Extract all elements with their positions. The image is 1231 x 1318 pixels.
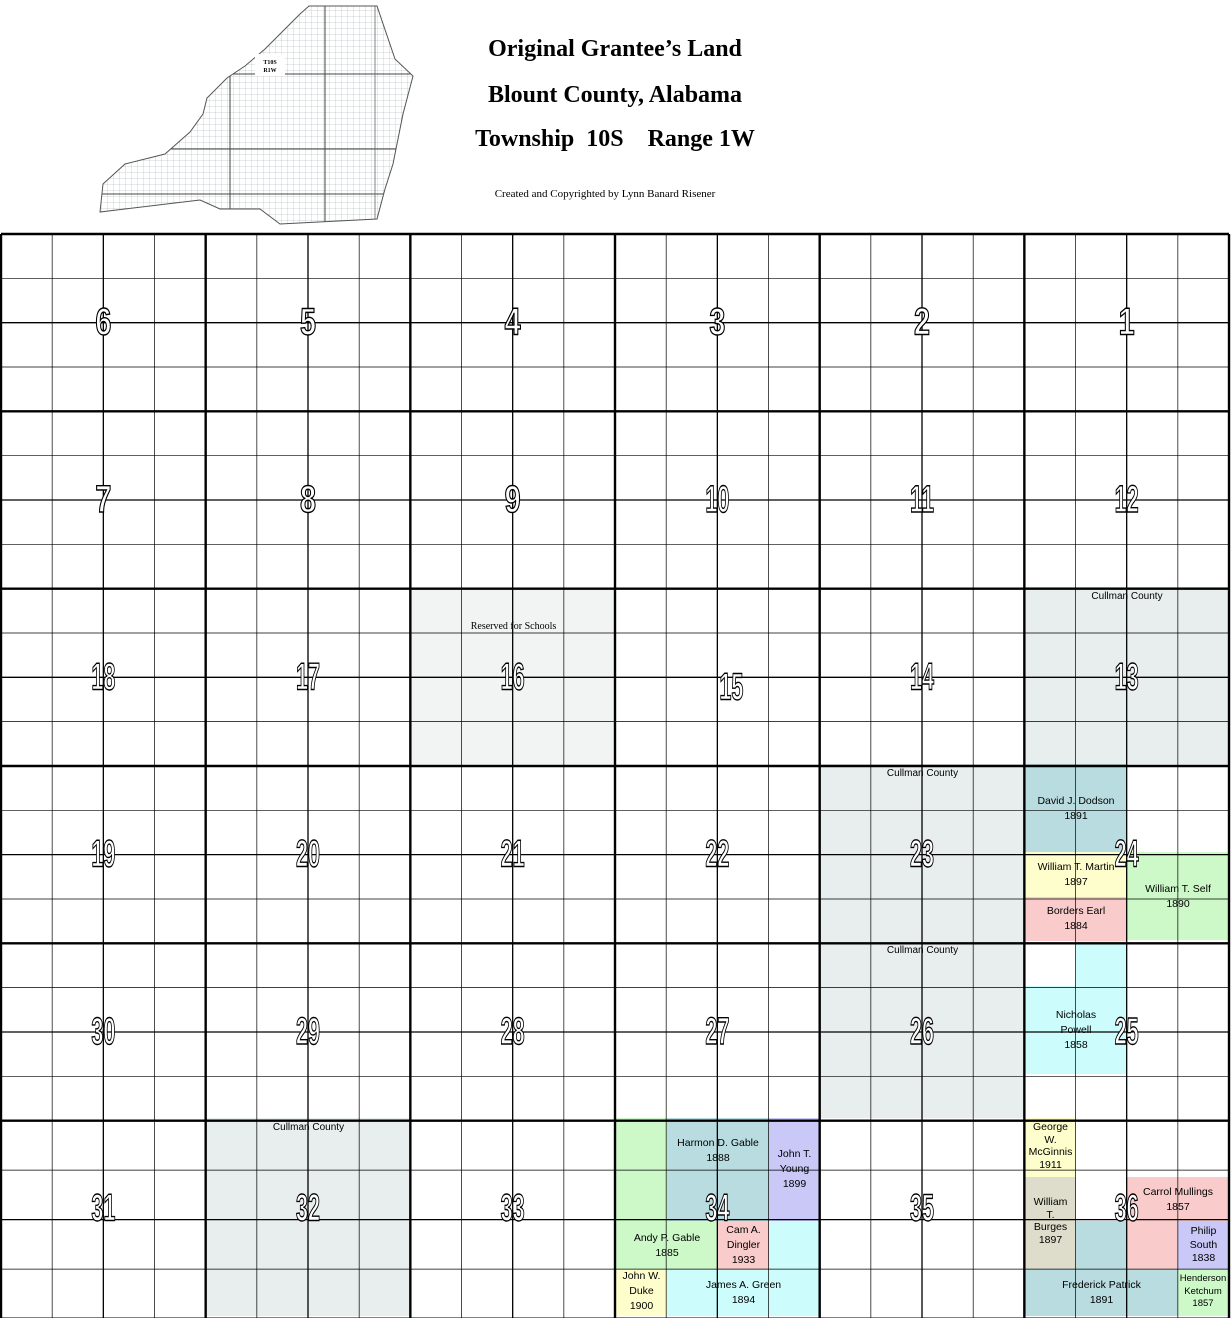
section-number-20: 20	[296, 833, 321, 876]
section-number-18: 18	[91, 656, 116, 699]
section-number-33: 33	[500, 1187, 525, 1230]
section-number-10: 10	[705, 478, 730, 521]
grantee-mcginnis: George W. McGinnis 1911	[1028, 1121, 1073, 1171]
locator-range-label: R1W	[263, 68, 277, 74]
section-number-15: 15	[719, 666, 744, 709]
section-26-note: Cullman County	[886, 945, 959, 956]
grantee-south: Philip South 1838	[1189, 1225, 1218, 1264]
locator-map	[95, 4, 420, 229]
section-number-13: 13	[1114, 656, 1139, 699]
grantee-mullings: Carrol Mullings 1857	[1142, 1186, 1214, 1213]
section-number-28: 28	[500, 1010, 525, 1053]
grantee-burges: William T. Burges 1897	[1033, 1196, 1068, 1246]
section-number-9: 9	[504, 478, 521, 521]
section-number-27: 27	[705, 1010, 730, 1053]
grantee-green: James A. Green 1894	[705, 1279, 782, 1306]
section-number-35: 35	[910, 1187, 935, 1230]
section-32-note: Cullman County	[272, 1122, 345, 1133]
section-number-26: 26	[910, 1010, 935, 1053]
grantee-dodson: David J. Dodson 1891	[1037, 795, 1115, 822]
grantee-harmon-gable: Harmon D. Gable 1888	[677, 1137, 759, 1164]
section-number-21: 21	[500, 833, 525, 876]
title-line-1: Original Grantee’s Land	[488, 36, 742, 62]
grantee-ketchum: Henderson Ketchum 1857	[1179, 1273, 1227, 1309]
section-number-1: 1	[1118, 301, 1135, 344]
grantee-andy-gable: Andy P. Gable 1885	[633, 1232, 701, 1259]
section-number-5: 5	[300, 301, 317, 344]
title-line-2: Blount County, Alabama	[487, 82, 743, 108]
grantee-powell: Nicholas Powell 1858	[1055, 1009, 1097, 1051]
grantee-duke: John W. Duke 1900	[622, 1270, 661, 1312]
section-number-3: 3	[709, 301, 726, 344]
section-number-14: 14	[910, 656, 935, 699]
grantee-earl: Borders Earl 1884	[1046, 905, 1106, 932]
section-number-2: 2	[914, 301, 931, 344]
locator-township-label: T10S	[263, 60, 277, 66]
grantee-patrick: Frederick Patrick 1891	[1062, 1279, 1141, 1306]
section-number-29: 29	[296, 1010, 321, 1053]
section-number-24: 24	[1114, 833, 1139, 876]
section-16-note: Reserved for Schools	[470, 621, 557, 632]
section-number-31: 31	[91, 1187, 116, 1230]
section-number-19: 19	[91, 833, 116, 876]
section-number-22: 22	[705, 833, 730, 876]
section-number-17: 17	[296, 656, 321, 699]
section-number-11: 11	[910, 478, 935, 521]
section-13-note: Cullman County	[1091, 591, 1163, 602]
section-number-7: 7	[95, 478, 112, 521]
grantee-young: John T. Young 1899	[777, 1148, 812, 1190]
section-number-6: 6	[95, 301, 112, 344]
section-number-4: 4	[504, 301, 521, 344]
section-number-12: 12	[1114, 478, 1139, 521]
section-number-8: 8	[300, 478, 317, 521]
section-number-30: 30	[91, 1010, 116, 1053]
grantee-martin: William T. Martin 1897	[1037, 861, 1115, 888]
section-number-23: 23	[910, 833, 935, 876]
header	[0, 0, 1231, 232]
section-number-25: 25	[1114, 1010, 1139, 1053]
grantee-dingler: Cam A. Dingler 1933	[726, 1224, 761, 1266]
section-number-32: 32	[296, 1187, 321, 1230]
section-number-36: 36	[1114, 1187, 1139, 1230]
section-number-34: 34	[705, 1187, 730, 1230]
section-number-16: 16	[500, 656, 525, 699]
title-line-3: Township 10S Range 1W	[475, 126, 755, 152]
section-23-note: Cullman County	[886, 768, 959, 779]
copyright-credit: Created and Copyrighted by Lynn Banard Risener	[494, 188, 716, 200]
grantee-self: William T. Self 1890	[1145, 883, 1211, 910]
